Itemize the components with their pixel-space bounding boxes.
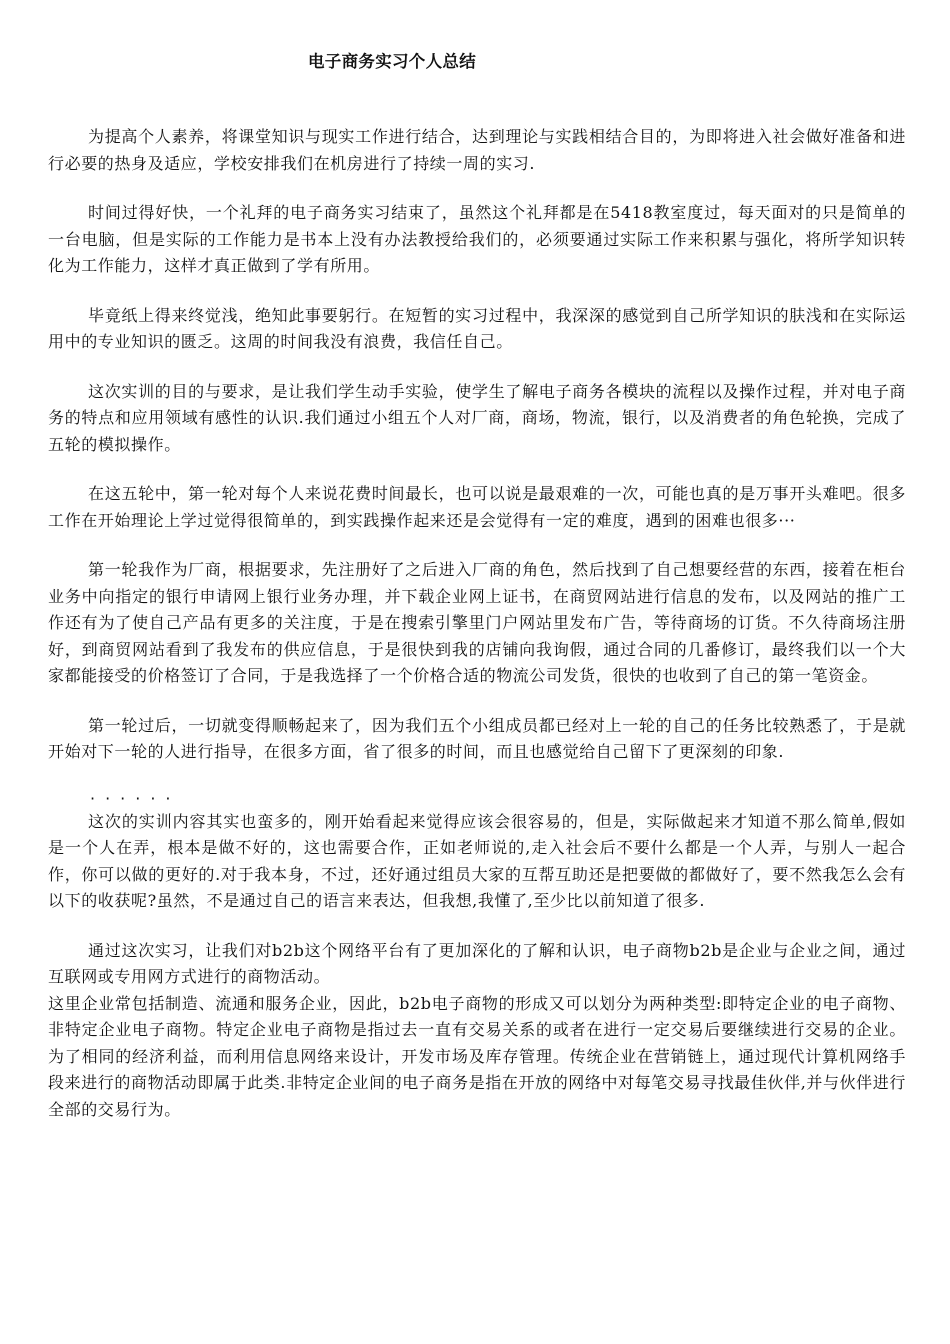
paragraph-8: 这次的实训内容其实也蛮多的，刚开始看起来觉得应该会很容易的，但是，实际做起来才知道不那么简单,假如是一个人在弄，根本是做不好的，这也需要合作，正如老师说的,走入社会后不要什么都是一个人弄，与别人一起合作，你可以做的更好的.对于我本身，不过，还好通过组员大家的互帮互助还是把要做的都做好了，要不然我怎么会有以下的收获呢?虽然，不是通过自己的语言来表达，但我想,我懂了,至少比以前知道了很多. [48, 811, 906, 910]
paragraph-1: 为提高个人素养，将课堂知识与现实工作进行结合，达到理论与实践相结合目的，为即将进入社会做好准备和进行必要的热身及适应，学校安排我们在机房进行了持续一周的实习. [48, 127, 906, 173]
ellipsis-dots: ······ [90, 788, 181, 808]
paragraph-3: 毕竟纸上得来终觉浅，绝知此事要躬行。在短暂的实习过程中，我深深的感觉到自己所学知识的肤浅和在实际运用中的专业知识的匮乏。这周的时间我没有浪费，我信任自己。 [48, 305, 906, 351]
paragraph-7: 第一轮过后，一切就变得顺畅起来了，因为我们五个小组成员都已经对上一轮的自己的任务比较熟悉了，于是就开始对下一轮的人进行指导，在很多方面，省了很多的时间，而且也感觉给自己留下了更深刻的印象. [48, 715, 906, 761]
paragraph-4: 这次实训的目的与要求，是让我们学生动手实验，使学生了解电子商务各模块的流程以及操作过程，并对电子商务的特点和应用领域有感性的认识.我们通过小组五个人对厂商，商场，物流，银行，以及消费者的角色轮换，完成了五轮的模拟操作。 [48, 381, 906, 454]
paragraph-10: 这里企业常包括制造、流通和服务企业，因此，b2b电子商物的形成又可以划分为两种类型:即特定企业的电子商物、非特定企业电子商物。特定企业电子商物是指过去一直有交易关系的或者在进行一定交易后要继续进行交易的企业。为了相同的经济利益，而利用信息网络来设计，开发市场及库存管理。传统企业在营销链上，通过现代计算机网络手段来进行的商物活动即属于此类.非特定企业间的电子商务是指在开放的网络中对每笔交易寻找最佳伙伴,并与伙伴进行全部的交易行为。 [48, 993, 906, 1119]
paragraph-6: 第一轮我作为厂商，根据要求，先注册好了之后进入厂商的角色，然后找到了自己想要经营的东西，接着在柜台业务中向指定的银行申请网上银行业务办理，并下载企业网上证书，在商贸网站进行信息的发布，以及网站的推广工作还有为了使自己产品有更多的关注度，于是在搜索引擎里门户网站里发布广告，等待商场的订货。不久待商场注册好，到商贸网站看到了我发布的供应信息，于是很快到我的店铺向我询假，通过合同的几番修订，最终我们以一个大家都能接受的价格签订了合同，于是我选择了一个价格合适的物流公司发货，很快的也收到了自己的第一笔资金。 [48, 560, 906, 685]
paragraph-9: 通过这次实习，让我们对b2b这个网络平台有了更加深化的了解和认识，电子商物b2b是企业与企业之间，通过互联网或专用网方式进行的商物活动。 [48, 940, 906, 986]
paragraph-2: 时间过得好快，一个礼拜的电子商务实习结束了，虽然这个礼拜都是在5418教室度过，每天面对的只是简单的一台电脑，但是实际的工作能力是书本上没有办法教授给我们的，必须要通过实际工作来积累与强化，将所学知识转化为工作能力，这样才真正做到了学有所用。 [48, 203, 906, 275]
document-body [48, 124, 906, 1146]
document-title: 电子商务实习个人总结 [308, 52, 476, 71]
paragraph-5: 在这五轮中，第一轮对每个人来说花费时间最长，也可以说是最艰难的一次，可能也真的是万事开头难吧。很多工作在开始理论上学过觉得很简单的，到实践操作起来还是会觉得有一定的难度，遇到的困难也很多··· [48, 484, 906, 530]
